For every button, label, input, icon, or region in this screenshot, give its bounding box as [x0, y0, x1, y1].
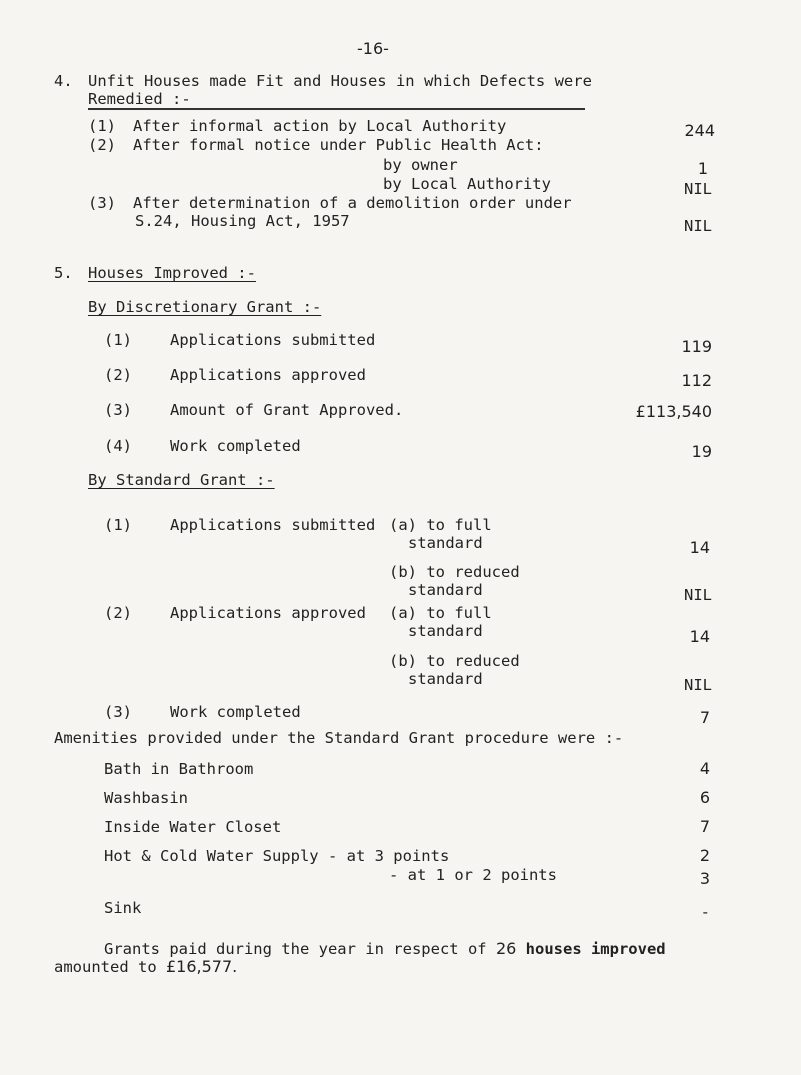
s4-item1-label: After informal action by Local Authority: [133, 117, 507, 135]
std-item2-b: (b) to reduced: [389, 652, 520, 670]
amenity-wc: Inside Water Closet: [104, 818, 282, 836]
disc-item4-label: Work completed: [170, 437, 301, 455]
disc-item1-label: Applications submitted: [170, 331, 376, 349]
std-item1-b: (b) to reduced: [389, 563, 520, 581]
s4-item2-authority: by Local Authority: [383, 175, 551, 193]
std-item1-a-cont: standard: [408, 534, 483, 552]
std-item1-b-cont: standard: [408, 581, 483, 599]
section-4-rule: [88, 108, 585, 110]
standard-heading: By Standard Grant :-: [88, 471, 275, 489]
section-5-title: Houses Improved :-: [88, 264, 256, 282]
disc-item2-label: Applications approved: [170, 366, 366, 384]
amenity-bath-value: 4: [699, 759, 710, 778]
disc-item2-num: (2): [104, 366, 132, 384]
section-5-number: 5.: [54, 264, 73, 282]
s4-item2-label: After formal notice under Public Health Act:: [133, 136, 544, 154]
discretionary-heading: By Discretionary Grant :-: [88, 298, 322, 316]
amenity-hot-cold-12: - at 1 or 2 points: [389, 866, 557, 884]
std-item2-a-cont: standard: [408, 622, 483, 640]
grants-paid-amount-line: [54, 958, 237, 976]
amenities-heading: Amenities provided under the Standard Grant procedure were :-: [54, 729, 624, 747]
std-item3-value: 7: [699, 708, 710, 727]
disc-item3-num: (3): [104, 401, 132, 419]
std-item2-num: (2): [104, 604, 132, 622]
std-item2-label: Applications approved: [170, 604, 366, 622]
std-item1-a: (a) to full: [389, 516, 492, 534]
disc-item1-value: 119: [681, 337, 712, 356]
amenity-hot-cold-3-value: 2: [699, 846, 710, 865]
disc-item4-num: (4): [104, 437, 132, 455]
s4-item1-num: (1): [88, 117, 116, 135]
std-item3-label: Work completed: [170, 703, 301, 721]
s4-item3-label: After determination of a demolition order under: [133, 194, 572, 212]
s4-item3-value: NIL: [684, 217, 712, 235]
amenity-sink-value: -: [700, 903, 710, 921]
std-item2-a: (a) to full: [389, 604, 492, 622]
s4-item2-authority-value: NIL: [684, 180, 712, 198]
disc-item3-label: Amount of Grant Approved.: [170, 401, 404, 419]
section-4-title-cont: Remedied :-: [88, 90, 191, 108]
s4-item3-label-cont: S.24, Housing Act, 1957: [135, 212, 350, 230]
grants-paid-text: [104, 940, 666, 958]
grants-paid-suffix: houses improved: [525, 940, 666, 958]
std-item2-b-cont: standard: [408, 670, 483, 688]
s4-item1-value: 244: [684, 121, 715, 140]
amenity-wc-value: 7: [699, 817, 710, 836]
std-item1-num: (1): [104, 516, 132, 534]
houses-count: 26: [495, 939, 517, 958]
amenity-washbasin-value: 6: [699, 788, 710, 807]
s4-item2-owner: by owner: [383, 156, 458, 174]
section-4-number: 4.: [54, 72, 73, 90]
s4-item3-num: (3): [88, 194, 116, 212]
section-4-title: Unfit Houses made Fit and Houses in which Defects were: [88, 72, 592, 90]
disc-item4-value: 19: [691, 442, 712, 461]
amenity-hot-cold-3: Hot & Cold Water Supply - at 3 points: [104, 847, 450, 865]
std-item1-label: Applications submitted: [170, 516, 376, 534]
disc-item1-num: (1): [104, 331, 132, 349]
std-item1-a-value: 14: [689, 538, 710, 557]
amenity-hot-cold-12-value: 3: [699, 869, 710, 888]
grants-paid-prefix: Grants paid during the year in respect of: [104, 940, 487, 958]
disc-item2-value: 112: [681, 371, 712, 390]
grants-amount: £16,577.: [166, 957, 238, 976]
std-item3-num: (3): [104, 703, 132, 721]
amenity-sink: Sink: [104, 899, 142, 917]
amenity-bath: Bath in Bathroom: [104, 760, 254, 778]
s4-item2-owner-value: 1: [697, 159, 708, 178]
std-item1-b-value: NIL: [684, 586, 712, 604]
std-item2-a-value: 14: [689, 627, 710, 646]
amenity-washbasin: Washbasin: [104, 789, 188, 807]
amounted-to: amounted to: [54, 958, 157, 976]
page-number: -16-: [357, 39, 389, 58]
s4-item2-num: (2): [88, 136, 116, 154]
disc-item3-value: £113,540: [635, 402, 712, 421]
std-item2-b-value: NIL: [684, 676, 712, 694]
